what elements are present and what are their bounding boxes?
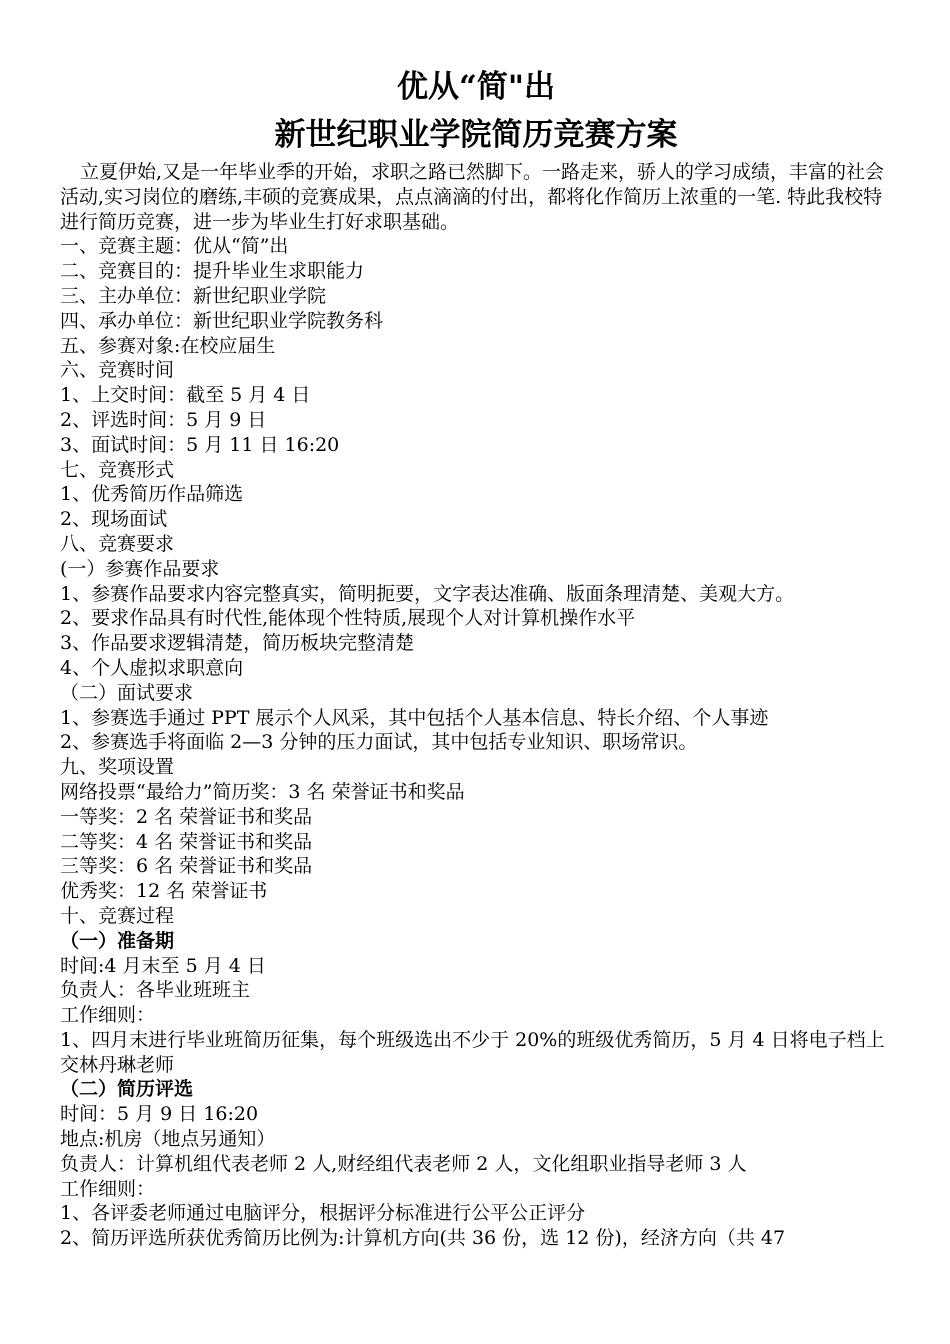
- document-line: 九、奖项设置: [60, 756, 175, 779]
- document-line: 二、竞赛目的：提升毕业生求职能力: [60, 260, 365, 283]
- document-line: 四、承办单位：新世纪职业学院教务科: [60, 309, 384, 332]
- document-line: 负责人：计算机组代表老师 2 人,财经组代表老师 2 人，文化组职业指导老师 3 人: [60, 1152, 747, 1175]
- document-line: 2、评选时间：5 月 9 日: [60, 408, 267, 431]
- document-line: 时间:4 月末至 5 月 4 日: [60, 954, 266, 977]
- document-line: 1、优秀简历作品筛选: [60, 483, 244, 506]
- document-line: （二）面试要求: [60, 681, 194, 704]
- document-line: 1、各评委老师通过电脑评分，根据评分标准进行公平公正评分: [60, 1202, 586, 1225]
- section-heading: （一）准备期: [60, 929, 175, 952]
- document-line: 二等奖：4 名 荣誉证书和奖品: [60, 830, 313, 853]
- document-line: 1、上交时间：截至 5 月 4 日: [60, 384, 311, 407]
- document-line: 地点:机房（地点另通知）: [60, 1128, 276, 1151]
- document-line: 网络投票“最给力”简历奖：3 名 荣誉证书和奖品: [60, 780, 465, 803]
- document-line: 优秀奖：12 名 荣誉证书: [60, 880, 268, 903]
- document-line: 3、面试时间：5 月 11 日 16:20: [60, 433, 340, 456]
- document-line: 五、参赛对象:在校应届生: [60, 334, 276, 357]
- document-line: 1、参赛选手通过 PPT 展示个人风采，其中包括个人基本信息、特长介绍、个人事迹: [60, 706, 769, 729]
- document-line: 2、参赛选手将面临 2—3 分钟的压力面试，其中包括专业知识、职场常识。: [60, 731, 698, 754]
- document-line: 十、竞赛过程: [60, 904, 175, 927]
- document-line: 负责人：各毕业班班主: [60, 979, 251, 1002]
- document-title: 优从“简"出: [397, 69, 555, 105]
- document-line: 工作细则：: [60, 1177, 156, 1200]
- document-line: 八、竞赛要求: [60, 532, 175, 555]
- document-line: 2、简历评选所获优秀简历比例为:计算机方向(共 36 份，选 12 份)，经济方向（共 47: [60, 1227, 786, 1250]
- document-body: [60, 234, 892, 1251]
- document-line: 七、竞赛形式: [60, 458, 175, 481]
- document-line: 1、参赛作品要求内容完整真实，简明扼要，文字表达准确、版面条理清楚、美观大方。: [60, 582, 795, 605]
- document-line: 一等奖：2 名 荣誉证书和奖品: [60, 805, 313, 828]
- document-line: 三、主办单位：新世纪职业学院: [60, 284, 327, 307]
- document-line: 1、四月末进行毕业班简历征集，每个班级选出不少于 20%的班级优秀简历，5 月 4 日将电子档上交林丹琳老师: [60, 1028, 885, 1076]
- document-line: 一、竞赛主题：优从“简”出: [60, 235, 289, 258]
- document-line: 4、个人虚拟求职意向: [60, 656, 244, 679]
- document-line: 3、作品要求逻辑清楚，简历板块完整清楚: [60, 632, 415, 655]
- document-line: 六、竞赛时间: [60, 359, 175, 382]
- document-line: 工作细则：: [60, 1004, 156, 1027]
- document-line: (一）参赛作品要求: [60, 557, 220, 580]
- document-line: 时间：5 月 9 日 16:20: [60, 1103, 259, 1126]
- document-line: 三等奖：6 名 荣誉证书和奖品: [60, 855, 313, 878]
- document-line: 2、要求作品具有时代性,能体现个性特质,展现个人对计算机操作水平: [60, 607, 636, 630]
- document-subtitle: 新世纪职业学院简历竞赛方案: [274, 117, 678, 153]
- document-line: 2、现场面试: [60, 508, 168, 531]
- section-heading: （二）简历评选: [60, 1078, 194, 1101]
- intro-paragraph: 立夏伊始,又是一年毕业季的开始，求职之路已然脚下。一路走来，骄人的学习成绩，丰富的社会活动,实习岗位的磨练,丰硕的竞赛成果，点点滴滴的付出，都将化作简历上浓重的一笔. 特此我校特进行简历竞赛，进一步为毕业生打好求职基础。: [60, 161, 885, 233]
